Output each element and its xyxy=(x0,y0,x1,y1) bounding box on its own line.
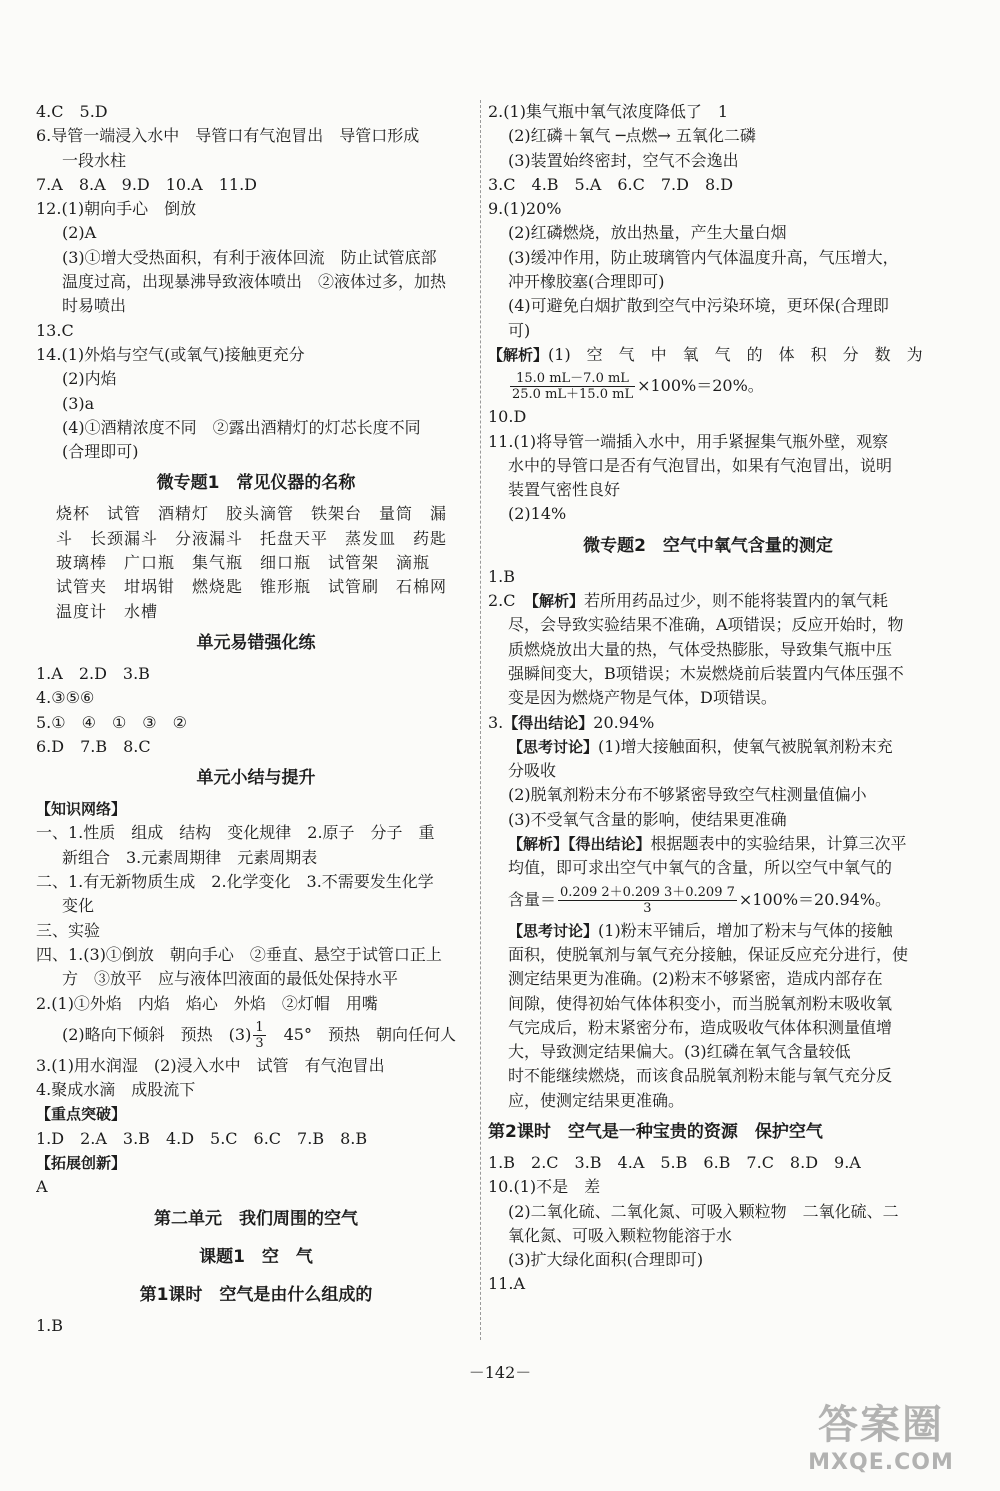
answer-line: (3)装置始终密封，空气不会逸出 xyxy=(508,150,739,170)
answer-line: 14.(1)外焰与空气(或氧气)接触更充分 xyxy=(36,344,305,364)
answer-prefix: 3. xyxy=(488,712,504,732)
answer-line: 应，使测定结果更准确。 xyxy=(508,1090,685,1110)
answer-line: 5.① ④ ① ③ ② xyxy=(36,712,187,732)
answer-line: (2)二氧化硫、二氧化氮、可吸入颗粒物 二氧化硫、二 xyxy=(508,1201,899,1221)
answer-line: (4)可避免白烟扩散到空气中污染环境，更环保(合理即 xyxy=(508,296,889,316)
answer-line: 10.D xyxy=(488,407,527,427)
answer-text: 根据题表中的实验结果，计算三次平 xyxy=(650,834,907,854)
answer-line: 四、1.(3)①倒放 朝向手心 ②垂直、悬空于试管口正上 xyxy=(36,944,442,964)
answer-line: 1.B 2.C 3.B 4.A 5.B 6.B 7.C 8.D 9.A xyxy=(488,1152,861,1172)
formula-suffix: ×100%＝20%。 xyxy=(637,376,764,396)
answer-line: 2.(1)集气瓶中氧气浓度降低了 1 xyxy=(488,102,729,121)
answer-line: 11.A xyxy=(488,1274,525,1294)
answer-line: 测定结果更为准确。(2)粉末不够紧密，造成内部存在 xyxy=(508,969,883,989)
answer-text: (1) 空 气 中 氧 气 的 体 积 分 数 为 xyxy=(548,344,923,364)
section-heading: 第1课时 空气是由什么组成的 xyxy=(139,1284,373,1305)
answer-line: 一段水柱 xyxy=(62,150,127,170)
instrument-names-line: 温度计 水槽 xyxy=(56,601,159,621)
answer-text: (1)粉末平铺后，增加了粉末与气体的接触 xyxy=(598,920,893,940)
answer-line: 11.(1)将导管一端插入水中，用手紧握集气瓶外壁，观察 xyxy=(488,431,889,451)
formula-prefix: (2)略向下倾斜 预热 (3) xyxy=(62,1024,252,1044)
answer-line: 均值，即可求出空气中氧气的含量，所以空气中氧气的 xyxy=(508,858,893,878)
answer-line: 二、1.有无新物质生成 2.化学变化 3.不需要发生化学 xyxy=(36,872,434,892)
analysis-line xyxy=(488,735,928,759)
instrument-names-line: 玻璃棒 广口瓶 集气瓶 细口瓶 试管架 滴瓶 xyxy=(56,553,431,573)
answer-line: 6.D 7.B 8.C xyxy=(36,736,151,756)
formula-suffix: ×100%＝20.94%。 xyxy=(738,889,892,909)
answer-line: 一、1.性质 组成 结构 变化规律 2.原子 分子 重 xyxy=(36,823,435,843)
watermark-logo xyxy=(786,1393,976,1483)
column-divider xyxy=(480,100,481,1340)
section-tag: 【思考讨论】 xyxy=(508,921,599,940)
answer-line: 时不能继续燃烧，而该食品脱氧剂粉末能与氧气充分反 xyxy=(508,1066,893,1086)
answer-line: (2)红磷＋氧气 ─点燃→ 五氧化二磷 xyxy=(508,126,756,146)
answer-line: (合理即可) xyxy=(62,442,139,462)
answer-line: 氧化氮、可吸入颗粒物能溶于水 xyxy=(508,1225,733,1245)
instrument-names-line: 烧杯 试管 酒精灯 胶头滴管 铁架台 量筒 漏 xyxy=(56,504,448,524)
answer-line: 冲开橡胶塞(合理即可) xyxy=(508,272,665,292)
answer-line: 1.D 2.A 3.B 4.D 5.C 6.C 7.B 8.B xyxy=(36,1128,368,1148)
section-tag: 【解析】 xyxy=(531,592,585,611)
answer-line: (3)扩大绿化面积(合理即可) xyxy=(508,1250,704,1270)
answer-line: 1.A 2.D 3.B xyxy=(36,663,150,683)
answer-line: 13.C xyxy=(36,320,74,340)
answer-text: 20.94% xyxy=(593,712,655,732)
answer-text: (1)增大接触面积，使氧气被脱氧剂粉末充 xyxy=(598,736,893,756)
answer-line: 变是因为燃烧产物是气体，D项错误。 xyxy=(508,688,777,708)
section-tag: 【解析】 xyxy=(488,345,549,364)
fraction xyxy=(253,1020,265,1051)
answer-line: (2)A xyxy=(62,223,97,243)
section-tag: 【思考讨论】 xyxy=(508,737,599,756)
section-tag-line xyxy=(36,1102,476,1126)
analysis-line xyxy=(488,832,928,856)
answer-line: 新组合 3.元素周期律 元素周期表 xyxy=(62,847,318,867)
fraction-denominator: 3 xyxy=(643,900,652,916)
answer-line: 3.(1)用水润湿 (2)浸入水中 试管 有气泡冒出 xyxy=(36,1055,385,1075)
answer-line: 7.A 8.A 9.D 10.A 11.D xyxy=(36,174,258,194)
answer-line: 方 ③放平 应与液体凹液面的最低处保持水平 xyxy=(62,969,399,989)
answer-line: 1.B xyxy=(36,1315,64,1335)
fraction xyxy=(510,371,635,402)
section-heading: 单元易错强化练 xyxy=(196,632,316,653)
fraction-numerator: 15.0 mL－7.0 mL xyxy=(510,371,635,387)
section-tag-line xyxy=(36,1151,476,1175)
fraction-denominator: 25.0 mL＋15.0 mL xyxy=(512,387,634,403)
instrument-names-line: 试管夹 坩埚钳 燃烧匙 锥形瓶 试管刷 石棉网 xyxy=(56,577,448,597)
answer-line: 12.(1)朝向手心 倒放 xyxy=(36,199,197,219)
section-heading: 微专题1 常见仪器的名称 xyxy=(156,473,356,494)
section-tag: 【得出结论】 xyxy=(503,713,594,732)
answer-line: 4.C 5.D xyxy=(36,102,108,121)
answer-line: 2.(1)①外焰 内焰 焰心 外焰 ②灯帽 用嘴 xyxy=(36,993,378,1013)
answer-line: 3.C 4.B 5.A 6.C 7.D 8.D xyxy=(488,174,734,194)
section-heading: 课题1 空 气 xyxy=(199,1246,313,1267)
answer-line: 大，导致测定结果偏大。(3)红磷在氧气含量较低 xyxy=(508,1042,851,1062)
answer-line: (3)不受氧气含量的影响，使结果更准确 xyxy=(508,809,787,829)
answer-line: 分吸收 xyxy=(508,761,557,781)
answer-prefix: 2.C xyxy=(488,591,532,611)
answer-line: 可) xyxy=(508,320,531,340)
answer-line: 水中的导管口是否有气泡冒出，如果有气泡冒出，说明 xyxy=(508,455,893,475)
analysis-line xyxy=(488,343,928,367)
answer-line: (3)缓冲作用，防止玻璃管内气体温度升高，气压增大， xyxy=(508,247,899,267)
answer-line: (4)①酒精浓度不同 ②露出酒精灯的灯芯长度不同 xyxy=(62,417,421,437)
answer-line: 6.导管一端浸入水中 导管口有气泡冒出 导管口形成 xyxy=(36,126,420,146)
answer-line: 装置气密性良好 xyxy=(508,480,621,500)
answer-line: (3)a xyxy=(62,393,95,413)
analysis-line xyxy=(488,589,928,613)
section-heading: 第2课时 空气是一种宝贵的资源 保护空气 xyxy=(488,1121,823,1142)
answer-line: 10.(1)不是 差 xyxy=(488,1177,601,1197)
section-tag: 【重点突破】 xyxy=(36,1105,127,1124)
answer-line: (3)①增大受热面积，有利于液体回流 防止试管底部 xyxy=(62,247,437,267)
watermark-text: 答案圈 xyxy=(818,1402,944,1448)
answer-line: 尽，会导致实验结果不准确，A项错误；反应开始时，物 xyxy=(508,615,904,635)
right-column xyxy=(488,100,928,1297)
section-heading: 第二单元 我们周围的空气 xyxy=(154,1208,358,1229)
answer-line: 三、实验 xyxy=(36,920,101,940)
section-tag: 【拓展创新】 xyxy=(36,1153,127,1172)
answer-line: 4.聚成水滴 成股流下 xyxy=(36,1080,196,1100)
answer-line: 1.B xyxy=(488,566,516,586)
page-number: －142－ xyxy=(468,1363,532,1382)
answer-line: 4.③⑤⑥ xyxy=(36,688,95,708)
answer-line: 变化 xyxy=(62,896,95,916)
formula-line xyxy=(488,367,928,405)
answer-line: 9.(1)20% xyxy=(488,199,562,219)
answer-line: 强瞬间变大，B项错误；木炭燃烧前后装置内气体压强不 xyxy=(508,663,904,683)
fraction-numerator: 1 xyxy=(255,1019,264,1035)
analysis-line xyxy=(488,919,928,943)
answer-line: (2)脱氧剂粉末分布不够紧密导致空气柱测量值偏小 xyxy=(508,785,867,805)
instrument-names xyxy=(36,502,476,623)
left-column xyxy=(36,100,476,1338)
section-heading: 微专题2 空气中氧气含量的测定 xyxy=(583,535,833,556)
fraction-numerator: 0.209 2＋0.209 3＋0.209 7 xyxy=(560,884,735,900)
answer-line: (2)内焰 xyxy=(62,369,117,389)
answer-line: (2)14% xyxy=(508,504,567,524)
watermark-url: MXQE.COM xyxy=(808,1450,954,1475)
answer-line: (2)红磷燃烧，放出热量，产生大量白烟 xyxy=(508,223,787,243)
section-tag-line xyxy=(36,797,476,821)
section-tag: 【知识网络】 xyxy=(36,800,127,819)
answer-line: A xyxy=(36,1177,48,1197)
formula-prefix: 含量＝ xyxy=(508,889,557,909)
answer-line: 面积，使脱氧剂与氧气充分接触，保证反应充分进行，使 xyxy=(508,944,909,964)
answer-line: 质燃烧放出大量的热，气体受热膨胀，导致集气瓶中压 xyxy=(508,639,893,659)
section-tag: 【解析】【得出结论】 xyxy=(508,835,651,854)
instrument-names-line: 斗 长颈漏斗 分液漏斗 托盘天平 蒸发皿 药匙 xyxy=(56,528,448,548)
answer-line: 时易喷出 xyxy=(62,296,127,316)
answer-line: 间隙，使得初始气体体积变小，而当脱氧剂粉末吸收氧 xyxy=(508,993,893,1013)
fraction-denominator: 3 xyxy=(255,1035,264,1051)
formula-suffix: 45° 预热 朝向任何人 xyxy=(267,1024,456,1044)
formula-line xyxy=(488,881,928,919)
answer-line: 温度过高，出现暴沸导致液体喷出 ②液体过多，加热 xyxy=(62,272,447,292)
answer-text: 若所用药品过少，则不能将装置内的氧气耗 xyxy=(584,591,889,611)
fraction xyxy=(558,885,737,916)
section-heading: 单元小结与提升 xyxy=(196,768,316,789)
analysis-line xyxy=(488,711,928,735)
formula-line xyxy=(36,1016,476,1054)
answer-line: 气完成后，粉末紧密分布，造成吸收气体体积测量值增 xyxy=(508,1017,893,1037)
